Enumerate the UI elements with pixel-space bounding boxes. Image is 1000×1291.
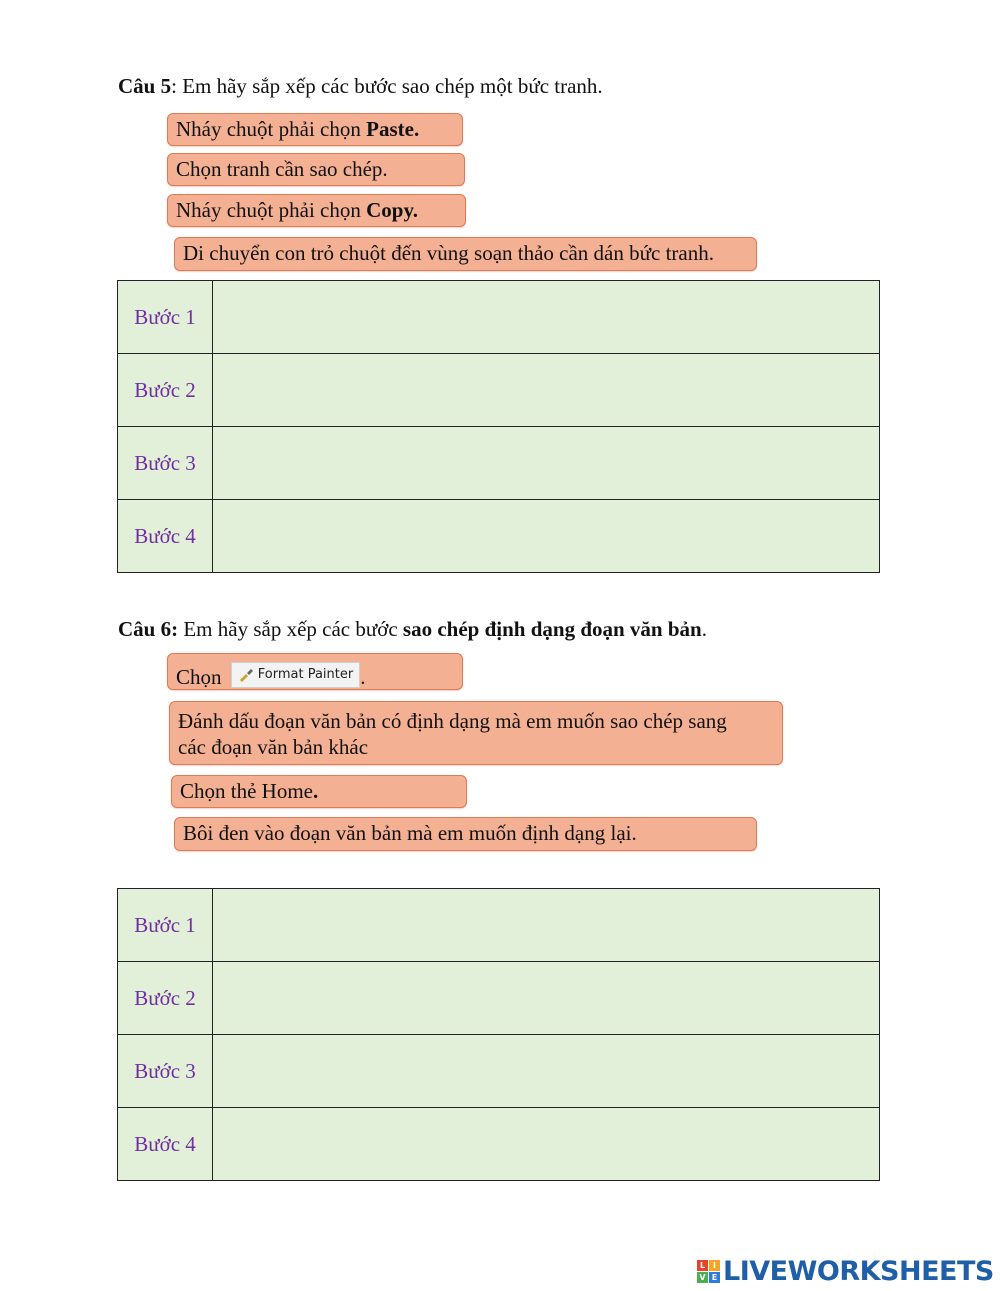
drop-zone-step-1[interactable]	[213, 889, 880, 962]
question-6-bold-text: sao chép định dạng đoạn văn bản	[402, 617, 702, 641]
table-row	[118, 962, 880, 1035]
table-row	[118, 281, 880, 354]
logo-tile: L	[697, 1260, 708, 1271]
drop-zone-step-2[interactable]	[213, 962, 880, 1035]
q6-card-mark-paragraph[interactable]	[169, 701, 783, 765]
logo-text: LIVEWORKSHEETS	[723, 1255, 994, 1287]
drop-zone-step-3[interactable]	[213, 1035, 880, 1108]
card-text: Nháy chuột phải chọn	[176, 198, 367, 222]
q6-card-home-tab[interactable]	[171, 775, 467, 808]
drop-zone-step-2[interactable]	[213, 354, 880, 427]
card-text: Di chuyển con trỏ chuột đến vùng soạn thảo cần dán bức tranh.	[183, 241, 714, 265]
card-bold-text: .	[312, 779, 319, 803]
table-row	[118, 427, 880, 500]
table-row	[118, 889, 880, 962]
card-text: Chọn	[176, 665, 222, 689]
card-bold-text: Paste.	[366, 117, 420, 141]
card-text-line-2: các đoạn văn bản khác	[178, 735, 369, 759]
question-5-label: Câu 5	[118, 74, 172, 98]
card-text: Chọn tranh cần sao chép.	[176, 157, 388, 181]
q5-card-select-picture[interactable]	[167, 153, 465, 186]
q5-card-copy[interactable]	[167, 194, 466, 227]
table-row	[118, 1108, 880, 1181]
q5-card-move-cursor[interactable]	[174, 237, 757, 271]
card-text: Chọn thẻ Home	[180, 779, 313, 803]
q6-steps-table	[117, 888, 880, 1181]
card-text: Bôi đen vào đoạn văn bản mà em muốn định dạng lại.	[183, 821, 637, 845]
card-text: .	[360, 665, 366, 689]
card-text-line-1: Đánh dấu đoạn văn bản có định dạng mà em muốn sao chép sang	[178, 709, 727, 733]
drop-zone-step-4[interactable]	[213, 500, 880, 573]
step-label: Bước 1	[118, 281, 213, 354]
step-label: Bước 4	[118, 500, 213, 573]
question-6-end: .	[701, 617, 707, 641]
q6-card-highlight-text[interactable]	[174, 817, 757, 851]
drop-zone-step-1[interactable]	[213, 281, 880, 354]
step-label: Bước 1	[118, 889, 213, 962]
step-label: Bước 2	[118, 354, 213, 427]
q6-card-format-painter[interactable]	[167, 653, 463, 690]
step-label: Bước 2	[118, 962, 213, 1035]
question-5-prompt	[118, 73, 603, 99]
step-label: Bước 4	[118, 1108, 213, 1181]
drop-zone-step-4[interactable]	[213, 1108, 880, 1181]
logo-tile: E	[709, 1272, 720, 1283]
logo-tile: I	[709, 1260, 720, 1271]
question-6-text: Em hãy sắp xếp các bước	[178, 617, 403, 641]
card-text: Nháy chuột phải chọn	[176, 117, 367, 141]
logo-tiles	[697, 1260, 720, 1283]
drop-zone-step-3[interactable]	[213, 427, 880, 500]
question-6-label: Câu 6:	[118, 617, 179, 641]
card-bold-text: Copy.	[366, 198, 419, 222]
liveworksheets-logo	[697, 1253, 994, 1289]
paintbrush-icon	[238, 668, 254, 682]
table-row	[118, 354, 880, 427]
q5-steps-table	[117, 280, 880, 573]
step-label: Bước 3	[118, 427, 213, 500]
table-row	[118, 1035, 880, 1108]
q5-card-paste[interactable]	[167, 113, 463, 146]
question-5-text: : Em hãy sắp xếp các bước sao chép một bức tranh.	[171, 74, 603, 98]
format-painter-button	[231, 662, 360, 688]
table-row	[118, 500, 880, 573]
step-label: Bước 3	[118, 1035, 213, 1108]
question-6-prompt	[118, 616, 707, 642]
logo-tile: V	[697, 1272, 708, 1283]
format-painter-label: Format Painter	[257, 667, 354, 682]
